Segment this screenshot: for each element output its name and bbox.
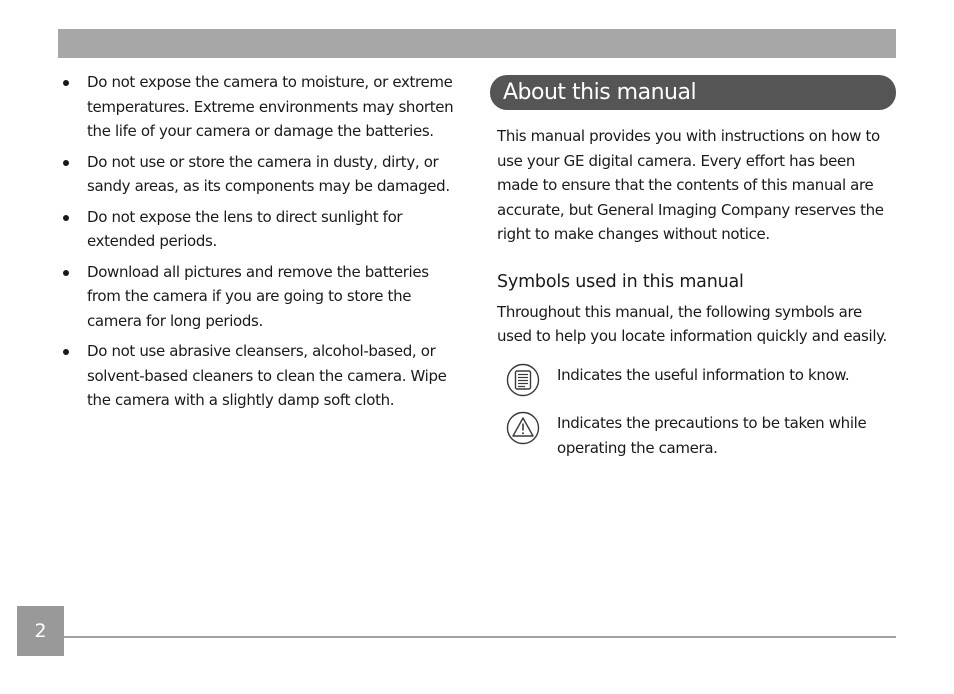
precautions-list — [60, 70, 465, 413]
list-item — [60, 260, 465, 334]
bullet-icon — [63, 160, 69, 166]
bullet-text: Do not expose the camera to moisture, or extreme temperatures. Extreme environments may shorten the life of your camera or damage the batteries. — [87, 73, 454, 140]
footer-divider — [64, 636, 896, 638]
section-title: About this manual — [490, 75, 896, 110]
about-section — [490, 75, 896, 349]
top-bar — [58, 29, 896, 58]
bullet-text: Download all pictures and remove the batteries from the camera if you are going to store the camera for long periods. — [87, 262, 429, 330]
bullet-text: Do not expose the lens to direct sunlight for extended periods. — [87, 207, 403, 250]
note-icon — [506, 363, 540, 397]
symbol-description: Indicates the precautions to be taken while operating the camera. — [557, 414, 867, 457]
page-number: 2 — [17, 606, 64, 656]
bullet-icon — [63, 270, 69, 276]
list-item — [60, 339, 465, 413]
bullet-icon — [63, 349, 69, 355]
symbol-description: Indicates the useful information to know. — [557, 366, 850, 384]
list-item — [60, 150, 465, 199]
precautions-column — [60, 70, 465, 419]
intro-paragraph: This manual provides you with instructions on how to use your GE digital camera. Every effort has been made to ensure that the contents of this manual are accurate, but General Imaging Company reserves the right to make changes without notice. — [497, 127, 884, 243]
bullet-icon — [63, 215, 69, 221]
bullet-text: Do not use abrasive cleansers, alcohol-based, or solvent-based cleaners to clean the camera. Wipe the camera with a slightly damp soft cloth. — [87, 342, 447, 409]
bullet-icon — [63, 80, 69, 86]
bullet-text: Do not use or store the camera in dusty, dirty, or sandy areas, as its components may be damaged. — [87, 152, 450, 195]
symbols-heading: Symbols used in this manual — [497, 271, 744, 292]
list-item — [60, 70, 465, 144]
list-item — [60, 205, 465, 254]
symbols-intro: Throughout this manual, the following symbols are used to help you locate information quickly and easily. — [497, 302, 887, 345]
warning-icon — [506, 411, 540, 445]
